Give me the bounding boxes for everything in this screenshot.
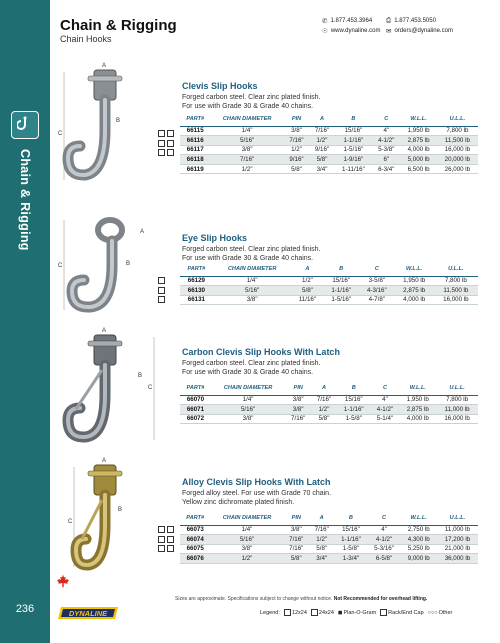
table-cell: 5/8" — [284, 164, 309, 174]
table-cell: 5-1/4" — [371, 414, 400, 424]
legend-item-12x24 — [284, 609, 307, 616]
table-cell: 11,000 lb — [436, 405, 478, 415]
table-header-row — [180, 262, 478, 276]
table-cell: 1-11/16" — [335, 164, 372, 174]
table-cell: 7/16" — [311, 395, 337, 405]
table-cell: 1,950 lb — [400, 126, 436, 136]
legend-box-icon — [311, 609, 318, 616]
eye-slip-hook-image — [50, 215, 170, 315]
spec-table — [180, 112, 478, 174]
table-cell: 6" — [372, 155, 400, 165]
stock-checkbox[interactable] — [158, 526, 165, 533]
legend-item-other — [428, 610, 453, 616]
dim-label-a: A — [102, 458, 107, 464]
stock-checkbox[interactable] — [167, 140, 174, 147]
product-desc-line2: For use with Grade 30 & Grade 40 chains. — [182, 369, 314, 376]
column-header: C — [359, 262, 395, 276]
logo-text: DYNALINE — [68, 609, 108, 618]
column-header: B — [335, 112, 372, 126]
table-cell: 5/16" — [213, 286, 292, 296]
email-link[interactable]: orders@dynaline.com — [394, 28, 453, 34]
table-cell: 5-3/16" — [368, 544, 401, 554]
table-cell: 2,750 lb — [401, 525, 437, 535]
globe-icon: ☉ — [322, 28, 328, 35]
page-number: 236 — [15, 603, 35, 615]
legend-item-24x24 — [311, 609, 334, 616]
part-number-cell: 66129 — [180, 276, 213, 286]
spec-table — [180, 381, 478, 424]
stock-checkbox[interactable] — [158, 287, 165, 294]
table-cell: 5/8" — [284, 554, 309, 564]
product-desc-line1: Forged alloy steel. For use with Grade 70 chain. — [182, 490, 332, 497]
table-cell: 6-5/8" — [368, 554, 401, 564]
table-cell: 11,500 lb — [437, 136, 478, 146]
legend-item-label: Rack/End Cap — [388, 609, 424, 616]
column-header: PIN — [285, 381, 311, 395]
table-row — [180, 286, 478, 296]
stock-checkbox[interactable] — [158, 296, 165, 303]
table-cell: 1-1/16" — [334, 535, 367, 545]
sidebar — [0, 0, 50, 643]
column-header: U.L.L. — [434, 262, 478, 276]
table-row — [180, 395, 478, 405]
table-cell: 3/8" — [210, 544, 283, 554]
dim-label-c: C — [58, 263, 63, 269]
email-contact[interactable] — [386, 27, 453, 35]
column-header: B — [337, 381, 371, 395]
table-cell: 7/16" — [210, 155, 283, 165]
stock-checkbox[interactable] — [167, 130, 174, 137]
stock-checkbox-row — [158, 544, 174, 554]
table-cell: 6-3/4" — [372, 164, 400, 174]
table-cell: 3/8" — [213, 295, 292, 305]
spec-table — [180, 262, 478, 305]
table-cell: 17,200 lb — [437, 535, 478, 545]
table-cell: 4-1/2" — [368, 535, 401, 545]
legend-label: Legend: — [260, 609, 280, 616]
table-cell: 1-3/4" — [334, 554, 367, 564]
table-cell: 1,950 lb — [395, 276, 434, 286]
column-header: W.L.L. — [401, 511, 437, 525]
table-cell: 7/16" — [284, 535, 309, 545]
stock-checkbox[interactable] — [158, 140, 165, 147]
display-legend — [260, 609, 452, 616]
table-row — [180, 126, 478, 136]
table-cell: 1,950 lb — [399, 395, 436, 405]
table-cell: 4,000 lb — [400, 145, 436, 155]
email-icon: ✉ — [386, 28, 392, 35]
table-row — [180, 414, 478, 424]
fax-icon: ⎙ — [386, 17, 392, 24]
legend-item-label: 12x24 — [291, 609, 307, 616]
table-cell: 2,875 lb — [395, 286, 434, 296]
column-header: U.L.L. — [436, 381, 478, 395]
table-cell: 15/16" — [335, 126, 372, 136]
table-cell: 5/8" — [292, 286, 324, 296]
column-header: C — [371, 381, 400, 395]
product-desc-line1: Forged carbon steel. Clear zinc plated finish. — [182, 246, 321, 253]
table-cell: 9/16" — [309, 145, 334, 155]
table-cell: 1/2" — [284, 145, 309, 155]
column-header: C — [368, 511, 401, 525]
table-cell: 1/4" — [210, 126, 283, 136]
table-row — [180, 164, 478, 174]
part-number-cell: 66117 — [180, 145, 210, 155]
table-cell: 5/8" — [309, 155, 334, 165]
table-cell: 7/16" — [284, 544, 309, 554]
table-cell: 1/2" — [309, 535, 334, 545]
legend-item-label: Other — [438, 609, 453, 616]
dim-label-b: B — [126, 261, 131, 267]
column-header: B — [323, 262, 359, 276]
dim-label-c: C — [68, 519, 73, 525]
table-cell: 3/8" — [284, 525, 309, 535]
table-cell: 5/8" — [309, 544, 334, 554]
table-cell: 1/2" — [309, 136, 334, 146]
table-cell: 1/4" — [213, 276, 292, 286]
table-cell: 7,800 lb — [434, 276, 478, 286]
table-header-row — [180, 112, 478, 126]
alloy-latch-hook-image — [50, 455, 170, 573]
table-cell: 2,875 lb — [400, 136, 436, 146]
table-cell: 16,000 lb — [436, 414, 478, 424]
stock-checkbox[interactable] — [158, 149, 165, 156]
table-cell: 7,800 lb — [437, 126, 478, 136]
table-cell: 1-1/16" — [337, 405, 371, 415]
fax-contact — [386, 17, 436, 25]
table-cell: 11,500 lb — [434, 286, 478, 296]
part-number-cell: 66071 — [180, 405, 211, 415]
page-subtitle: Chain Hooks — [60, 34, 112, 44]
legend-item-rack — [380, 609, 423, 616]
table-cell: 3/8" — [210, 145, 283, 155]
table-cell: 5/8" — [311, 414, 337, 424]
table-cell: 15/16" — [334, 525, 367, 535]
table-header-row — [180, 381, 478, 395]
table-cell: 36,000 lb — [437, 554, 478, 564]
table-cell: 11/16" — [292, 295, 324, 305]
column-header: B — [334, 511, 367, 525]
column-header: U.L.L. — [437, 112, 478, 126]
product-title: Carbon Clevis Slip Hooks With Latch — [182, 347, 340, 357]
table-cell: 1-1/16" — [335, 136, 372, 146]
page-title: Chain & Rigging — [60, 17, 177, 34]
table-row — [180, 525, 478, 535]
stock-checkbox[interactable] — [158, 277, 165, 284]
table-cell: 16,000 lb — [437, 145, 478, 155]
column-header: A — [309, 112, 334, 126]
phone-contact — [322, 17, 372, 25]
product-desc-line2: For use with Grade 30 & Grade 40 chains. — [182, 255, 314, 262]
dim-label-a: A — [102, 63, 107, 69]
table-cell: 7/16" — [309, 126, 334, 136]
table-header-row — [180, 511, 478, 525]
table-cell: 5/16" — [211, 405, 285, 415]
footer-warning: Not Recommended for overhead lifting. — [333, 596, 428, 602]
other-icon: ○○○ — [427, 609, 438, 616]
table-cell: 20,000 lb — [437, 155, 478, 165]
product-desc-line1: Forged carbon steel. Clear zinc plated finish. — [182, 360, 321, 367]
table-row — [180, 145, 478, 155]
table-cell: 26,000 lb — [437, 164, 478, 174]
table-cell: 1-5/16" — [323, 295, 359, 305]
part-number-cell: 66115 — [180, 126, 210, 136]
footer-note-text: Sizes are approximate. Specifications subject to change without notice. — [175, 596, 333, 602]
table-cell: 4,000 lb — [399, 414, 436, 424]
spec-table — [180, 511, 478, 564]
part-number-cell: 66074 — [180, 535, 210, 545]
product-title: Alloy Clevis Slip Hooks With Latch — [182, 477, 331, 487]
stock-checkbox[interactable] — [167, 545, 174, 552]
footer-note — [175, 596, 427, 602]
part-number-cell: 66119 — [180, 164, 210, 174]
stock-checkbox[interactable] — [167, 536, 174, 543]
phone-icon: ✆ — [322, 18, 328, 25]
table-row — [180, 544, 478, 554]
table-cell: 21,000 lb — [437, 544, 478, 554]
stock-checkbox-group — [158, 129, 174, 158]
table-row — [180, 155, 478, 165]
table-cell: 3-5/8" — [359, 276, 395, 286]
stock-checkbox-row — [158, 535, 174, 545]
product-title: Eye Slip Hooks — [182, 233, 248, 243]
table-cell: 5,000 lb — [400, 155, 436, 165]
stock-checkbox-row — [158, 295, 165, 305]
table-cell: 7/16" — [309, 525, 334, 535]
table-cell: 4,300 lb — [401, 535, 437, 545]
table-cell: 4-3/16" — [359, 286, 395, 296]
dim-label-a: A — [102, 328, 107, 334]
table-cell: 4" — [368, 525, 401, 535]
legend-item-planogram — [338, 610, 376, 616]
part-number-cell: 66070 — [180, 395, 211, 405]
stock-checkbox-group — [158, 525, 174, 554]
column-header: PIN — [284, 511, 309, 525]
table-cell: 5,250 lb — [401, 544, 437, 554]
table-cell: 4" — [371, 395, 400, 405]
table-cell: 7,800 lb — [436, 395, 478, 405]
column-header: PART# — [180, 262, 213, 276]
dim-label-a: A — [140, 229, 145, 235]
product-title: Clevis Slip Hooks — [182, 81, 258, 91]
fax-number: 1.877.453.5050 — [394, 18, 436, 24]
table-cell: 5/16" — [210, 136, 283, 146]
table-row — [180, 554, 478, 564]
table-cell: 1/2" — [210, 554, 283, 564]
clevis-slip-hook-image — [50, 60, 170, 185]
part-number-cell: 66130 — [180, 286, 213, 296]
column-header: U.L.L. — [437, 511, 478, 525]
stock-checkbox-row — [158, 139, 174, 149]
table-cell: 16,000 lb — [434, 295, 478, 305]
table-cell: 1/2" — [210, 164, 283, 174]
column-header: PIN — [284, 112, 309, 126]
table-cell: 3/8" — [285, 405, 311, 415]
table-cell: 9/16" — [284, 155, 309, 165]
table-row — [180, 405, 478, 415]
column-header: CHAIN DIAMETER — [213, 262, 292, 276]
product-desc-line1: Forged carbon steel. Clear zinc plated finish. — [182, 94, 321, 101]
table-cell: 4-1/2" — [371, 405, 400, 415]
dim-label-b: B — [118, 507, 123, 513]
part-number-cell: 66131 — [180, 295, 213, 305]
table-cell: 9,000 lb — [401, 554, 437, 564]
column-header: CHAIN DIAMETER — [210, 511, 283, 525]
stock-checkbox-row — [158, 129, 174, 139]
planogram-icon: ◼ — [337, 609, 343, 616]
table-cell: 1-5/8" — [337, 414, 371, 424]
table-cell: 1-5/8" — [334, 544, 367, 554]
table-cell: 6,500 lb — [400, 164, 436, 174]
table-cell: 4-7/8" — [359, 295, 395, 305]
maple-leaf-icon — [56, 574, 70, 588]
table-cell: 1-9/16" — [335, 155, 372, 165]
column-header: W.L.L. — [400, 112, 436, 126]
table-cell: 15/16" — [323, 276, 359, 286]
stock-checkbox-row — [158, 148, 174, 158]
part-number-cell: 66116 — [180, 136, 210, 146]
table-cell: 3/8" — [285, 395, 311, 405]
product-desc-line2: Yellow zinc dichromate plated finish. — [182, 499, 295, 506]
legend-item-label: 24x24 — [318, 609, 334, 616]
stock-checkbox[interactable] — [158, 130, 165, 137]
column-header: W.L.L. — [395, 262, 434, 276]
table-row — [180, 295, 478, 305]
part-number-cell: 66076 — [180, 554, 210, 564]
table-cell: 1/2" — [311, 405, 337, 415]
dim-label-b: B — [138, 373, 143, 379]
column-header: PART# — [180, 381, 211, 395]
table-cell: 1-5/16" — [335, 145, 372, 155]
part-number-cell: 66072 — [180, 414, 211, 424]
column-header: PART# — [180, 511, 210, 525]
table-cell: 1-1/16" — [323, 286, 359, 296]
stock-checkbox-group — [158, 276, 165, 305]
stock-checkbox-row — [158, 276, 165, 286]
legend-item-label: Plan-O-Gram — [343, 609, 377, 616]
table-cell: 2,875 lb — [399, 405, 436, 415]
table-cell: 3/4" — [309, 164, 334, 174]
table-cell: 15/16" — [337, 395, 371, 405]
table-cell: 11,000 lb — [437, 525, 478, 535]
table-cell: 4-1/2" — [372, 136, 400, 146]
table-cell: 1/4" — [211, 395, 285, 405]
product-desc-line2: For use with Grade 30 & Grade 40 chains. — [182, 103, 314, 110]
column-header: CHAIN DIAMETER — [210, 112, 283, 126]
table-row — [180, 136, 478, 146]
part-number-cell: 66075 — [180, 544, 210, 554]
sidebar-section-label: Chain & Rigging — [18, 149, 32, 251]
website-contact[interactable] — [322, 27, 381, 35]
column-header: PART# — [180, 112, 210, 126]
rack-icon — [380, 609, 387, 616]
table-cell: 4" — [372, 126, 400, 136]
stock-checkbox[interactable] — [158, 545, 165, 552]
stock-checkbox[interactable] — [158, 536, 165, 543]
column-header: C — [372, 112, 400, 126]
stock-checkbox[interactable] — [167, 149, 174, 156]
stock-checkbox[interactable] — [167, 526, 174, 533]
table-row — [180, 535, 478, 545]
column-header: A — [311, 381, 337, 395]
column-header: A — [292, 262, 324, 276]
table-cell: 3/8" — [284, 126, 309, 136]
website-link[interactable]: www.dynaline.com — [330, 28, 381, 34]
dim-label-c: C — [148, 385, 153, 391]
dim-label-b: B — [116, 118, 121, 124]
table-cell: 4,000 lb — [395, 295, 434, 305]
phone-number: 1.877.453.3964 — [330, 18, 373, 24]
table-cell: 3/8" — [211, 414, 285, 424]
stock-checkbox-row — [158, 525, 174, 535]
table-cell: 5/16" — [210, 535, 283, 545]
part-number-cell: 66073 — [180, 525, 210, 535]
legend-box-icon — [284, 609, 291, 616]
table-cell: 5-3/8" — [372, 145, 400, 155]
table-cell: 7/16" — [285, 414, 311, 424]
table-cell: 3/4" — [309, 554, 334, 564]
stock-checkbox-row — [158, 286, 165, 296]
dynaline-logo — [58, 606, 118, 620]
column-header: W.L.L. — [399, 381, 436, 395]
table-cell: 1/2" — [292, 276, 324, 286]
column-header: CHAIN DIAMETER — [211, 381, 285, 395]
part-number-cell: 66118 — [180, 155, 210, 165]
table-cell: 1/4" — [210, 525, 283, 535]
carbon-latch-hook-image — [50, 325, 170, 445]
dim-label-c: C — [58, 131, 63, 137]
column-header: A — [309, 511, 334, 525]
table-cell: 7/16" — [284, 136, 309, 146]
table-row — [180, 276, 478, 286]
